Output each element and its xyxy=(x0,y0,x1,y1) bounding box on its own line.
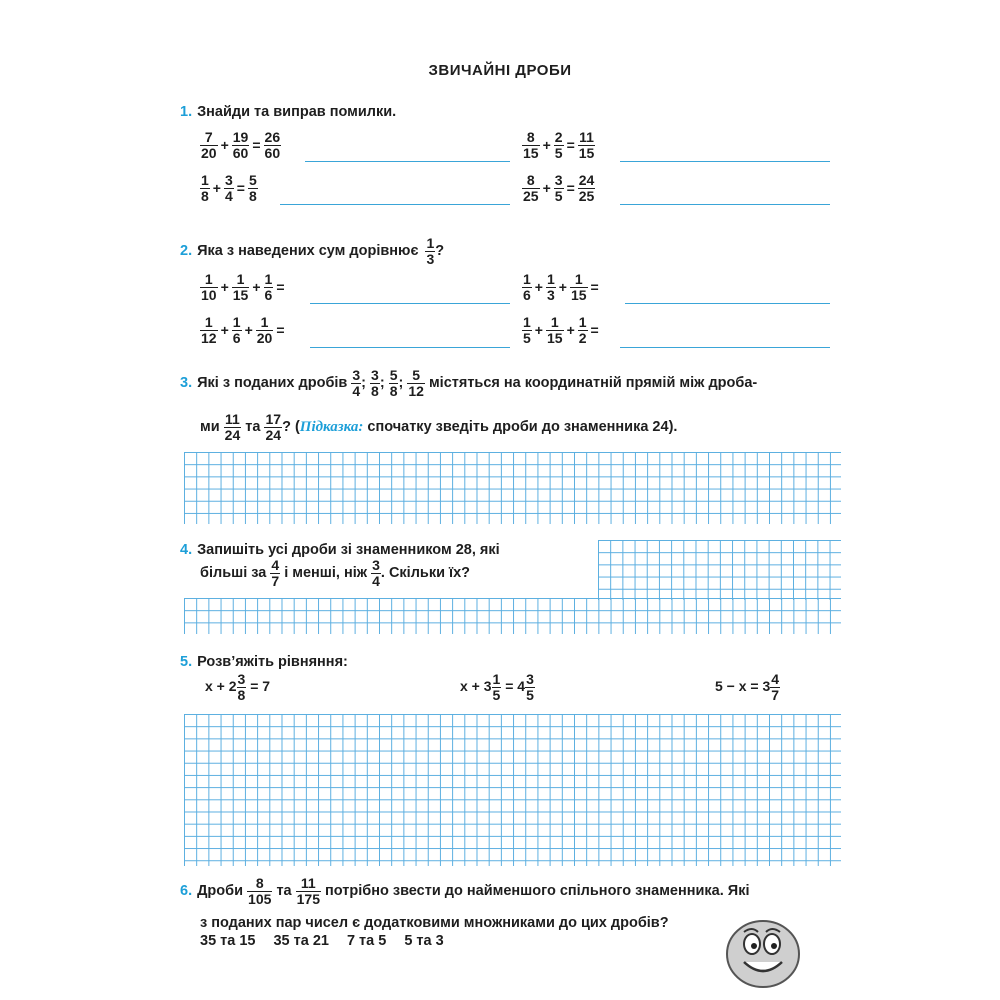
hint-label: Підказка: xyxy=(299,419,364,436)
pair-option[interactable]: 35 та 21 xyxy=(273,933,329,949)
task1-equation-3: $\frac{1}{8}$ + $\frac{3}{4}$ = $\frac{5}{8}$ xyxy=(201,172,257,204)
fraction: $\frac{19}{60}$ xyxy=(232,129,249,161)
answer-line[interactable] xyxy=(625,302,830,304)
answer-line[interactable] xyxy=(620,346,830,348)
task1-heading: 1. Знайди та виправ помилки. xyxy=(180,104,397,120)
task2-heading: 2. Яка з наведених сум дорівнює $\frac{1}{3}$ ? xyxy=(180,235,445,267)
pair-option[interactable]: 5 та 3 xyxy=(404,933,444,949)
task1-equation-2: $\frac{8}{15}$ + $\frac{2}{5}$ = $\frac{11}{15}$ xyxy=(523,129,595,161)
fraction: $\frac{2}{5}$ xyxy=(554,129,563,161)
task6-line-2: з поданих пар чисел є додатковими множниками до цих дробів? xyxy=(200,915,669,931)
task4-line-1: 4. Запишіть усі дроби зі знаменником 28, які xyxy=(180,542,500,558)
fraction: $\frac{8}{25}$ xyxy=(523,172,539,204)
task3-answer-grid[interactable] xyxy=(184,452,841,524)
task4-side-grid[interactable] xyxy=(598,540,841,600)
task3-line-1: 3. Які з поданих дробів $\frac{3}{4}$ ; $\frac{3}{8}$ ; $\frac{5}{8}$ ; $\frac{5}{12}$ містяться на координатній прямій між дроба- xyxy=(180,367,758,399)
pair-option[interactable]: 7 та 5 xyxy=(346,933,387,949)
fraction: $\frac{3}{4}$ xyxy=(224,172,233,204)
fraction: $\frac{8}{15}$ xyxy=(523,129,539,161)
answer-line[interactable] xyxy=(280,203,510,205)
task2-sum-2: $\frac{1}{6}$ + $\frac{1}{3}$ + $\frac{1}{15}$ = xyxy=(523,271,599,303)
worksheet-page xyxy=(140,0,860,1000)
task5-equation-1: x + 2 $\frac{3}{8}$ = 7 xyxy=(205,671,271,703)
smiley-icon xyxy=(720,912,806,992)
task4-answer-grid[interactable] xyxy=(184,598,841,634)
answer-line[interactable] xyxy=(620,203,830,205)
task5-equation-3: 5 − x = 3 $\frac{4}{7}$ xyxy=(715,671,780,703)
task6-line-1: 6. Дроби $\frac{8}{105}$ та $\frac{11}{175}$ потрібно звести до найменшого спільного знаменника. Які xyxy=(180,875,750,907)
page-number: 14 xyxy=(184,962,203,981)
fraction: $\frac{7}{20}$ xyxy=(201,129,217,161)
answer-line[interactable] xyxy=(310,346,510,348)
fraction: $\frac{26}{60}$ xyxy=(264,129,281,161)
task6-pairs xyxy=(200,933,462,949)
task5-equation-2: x + 3 $\frac{1}{5}$ = 4 $\frac{3}{5}$ xyxy=(460,671,534,703)
fraction: $\frac{3}{5}$ xyxy=(554,172,563,204)
task2-sum-1: $\frac{1}{10}$ + $\frac{1}{15}$ + $\frac{1}{6}$ = xyxy=(201,271,285,303)
answer-line[interactable] xyxy=(620,160,830,162)
answer-line[interactable] xyxy=(310,302,510,304)
task1-equation-4: $\frac{8}{25}$ + $\frac{3}{5}$ = $\frac{24}{25}$ xyxy=(523,172,595,204)
fraction: $\frac{1}{3}$ xyxy=(426,235,435,267)
task5-heading: 5. Розв’яжіть рівняння: xyxy=(180,654,348,670)
fraction: $\frac{1}{8}$ xyxy=(201,172,209,204)
fraction: $\frac{24}{25}$ xyxy=(578,172,595,204)
task5-answer-grid[interactable] xyxy=(184,714,841,866)
fraction: $\frac{11}{15}$ xyxy=(578,129,595,161)
task3-line-2: ми $\frac{11}{24}$ та $\frac{17}{24}$ ? (Підказка: спочатку зведіть дроби до знаменника 24). xyxy=(200,411,678,443)
page-title: ЗВИЧАЙНІ ДРОБИ xyxy=(428,62,572,79)
task4-line-2: більші за $\frac{4}{7}$ і менші, ніж $\frac{3}{4}$ . Скільки їх? xyxy=(200,557,471,589)
task1-equation-1: $\frac{7}{20}$ + $\frac{19}{60}$ = $\frac{26}{60}$ xyxy=(201,129,281,161)
task2-sum-4: $\frac{1}{5}$ + $\frac{1}{15}$ + $\frac{1}{2}$ = xyxy=(523,314,599,346)
task2-sum-3: $\frac{1}{12}$ + $\frac{1}{6}$ + $\frac{1}{20}$ = xyxy=(201,314,285,346)
answer-line[interactable] xyxy=(305,160,510,162)
pair-option[interactable]: 35 та 15 xyxy=(200,933,256,949)
fraction: $\frac{5}{8}$ xyxy=(248,172,257,204)
